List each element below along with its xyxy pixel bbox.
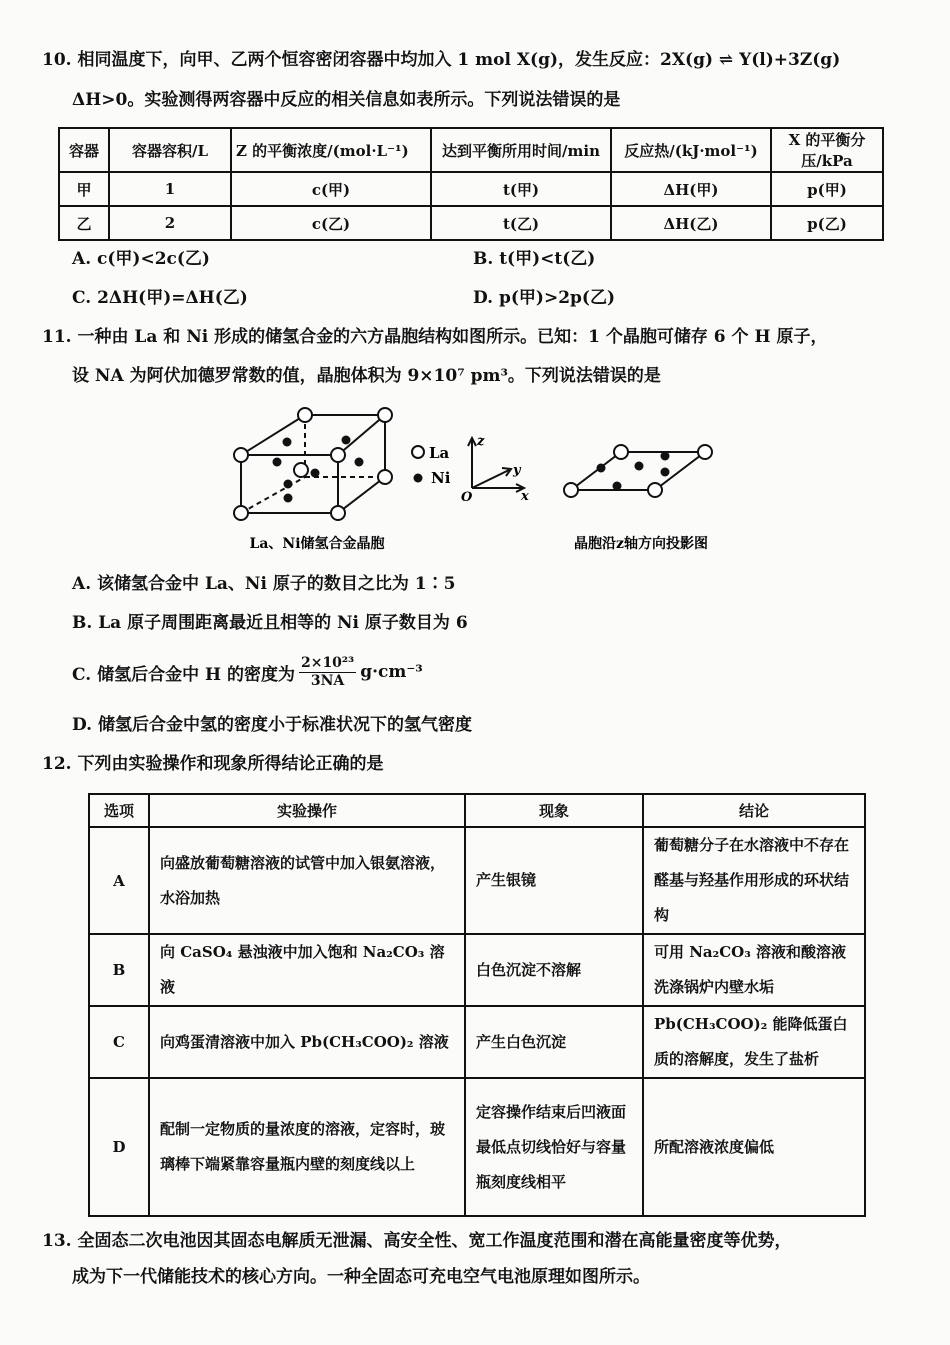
la-legend-marker	[412, 446, 424, 458]
q11-line1: 11. 一种由 La 和 Ni 形成的储氢合金的六方晶胞结构如图所示。已知：1 个晶胞可储存 6 个 H 原子，	[42, 327, 828, 347]
q12-opt: D	[89, 1078, 149, 1216]
q11-option-c-unit: g·cm⁻³	[360, 662, 423, 682]
q12-ph: 白色沉淀不溶解	[465, 934, 643, 1006]
table-row	[59, 206, 883, 240]
q10-th: 容器	[59, 128, 109, 172]
q10-table-header	[59, 128, 883, 172]
q12-stem: 12. 下列由实验操作和现象所得结论正确的是	[42, 754, 384, 774]
q12-con: 所配溶液浓度偏低	[643, 1078, 865, 1216]
q10-cell: 乙	[59, 206, 109, 240]
q10-th: 反应热/(kJ·mol⁻¹)	[611, 128, 771, 172]
q10-th: 达到平衡所用时间/min	[431, 128, 611, 172]
q10-cell: p(乙)	[771, 206, 883, 240]
q10-cell: t(乙)	[431, 206, 611, 240]
q12-th: 现象	[465, 794, 643, 827]
q12-op: 配制一定物质的量浓度的溶液，定容时，玻璃棒下端紧靠容量瓶内壁的刻度线以上	[149, 1078, 465, 1216]
q10-line1: 10. 相同温度下，向甲、乙两个恒容密闭容器中均加入 1 mol X(g)，发生反应：2X(g) ⇌ Y(l)+3Z(g)	[42, 50, 841, 70]
q10-line2: ΔH>0。实验测得两容器中反应的相关信息如表所示。下列说法错误的是	[72, 90, 621, 110]
q10-th: 容器容积/L	[109, 128, 231, 172]
q10-cell: p(甲)	[771, 172, 883, 206]
q11-figure	[225, 400, 735, 565]
q10-cell: 2	[109, 206, 231, 240]
table-row	[89, 934, 865, 1006]
caption-unit-cell: La、Ni储氢合金晶胞	[249, 536, 385, 552]
q10-cell: c(乙)	[231, 206, 431, 240]
q10-cell: c(甲)	[231, 172, 431, 206]
q10-th: Z 的平衡浓度/(mol·L⁻¹)	[231, 128, 431, 172]
q12-op: 向盛放葡萄糖溶液的试管中加入银氨溶液，水浴加热	[149, 827, 465, 934]
q13-line2: 成为下一代储能技术的核心方向。一种全固态可充电空气电池原理如图所示。	[72, 1267, 650, 1287]
q11-option-c-text: C. 储氢后合金中 H 的密度为	[72, 664, 295, 685]
q10-table	[58, 127, 884, 241]
ni-legend-label: Ni	[431, 469, 451, 487]
q12-th: 实验操作	[149, 794, 465, 827]
density-fraction	[299, 655, 356, 690]
caption-projection: 晶胞沿z轴方向投影图	[574, 536, 708, 552]
q11-option-a: A. 该储氢合金中 La、Ni 原子的数目之比为 1∶5	[72, 574, 456, 594]
q12-table	[88, 793, 866, 1217]
q10-cell: 甲	[59, 172, 109, 206]
q12-th: 选项	[89, 794, 149, 827]
axis-x-label: x	[521, 489, 529, 504]
q10-cell: t(甲)	[431, 172, 611, 206]
q12-opt: B	[89, 934, 149, 1006]
axis-z-label: z	[477, 434, 485, 449]
q11-option-d: D. 储氢后合金中氢的密度小于标准状况下的氢气密度	[72, 715, 472, 735]
q11-option-c	[72, 650, 423, 694]
q12-ph: 定容操作结束后凹液面最低点切线恰好与容量瓶刻度线相平	[465, 1078, 643, 1216]
q11-line2: 设 NA 为阿伏加德罗常数的值，晶胞体积为 9×10⁷ pm³。下列说法错误的是	[72, 366, 661, 386]
q11-option-b: B. La 原子周围距离最近且相等的 Ni 原子数目为 6	[72, 613, 468, 633]
axis-y-label: y	[513, 463, 521, 478]
q10-option-a: A. c(甲)<2c(乙)	[72, 249, 210, 269]
q10-option-d: D. p(甲)>2p(乙)	[473, 288, 615, 308]
table-row	[89, 1078, 865, 1216]
q12-opt: C	[89, 1006, 149, 1078]
q12-con: 可用 Na₂CO₃ 溶液和酸溶液洗涤锅炉内壁水垢	[643, 934, 865, 1006]
q10-cell: 1	[109, 172, 231, 206]
projection-drawing	[571, 452, 705, 490]
fraction-numerator: 2×10²³	[300, 654, 355, 671]
q12-con: 葡萄糖分子在水溶液中不存在醛基与羟基作用形成的环状结构	[643, 827, 865, 934]
unit-cell-drawing	[241, 415, 385, 513]
q12-opt: A	[89, 827, 149, 934]
axis-o-label: O	[461, 490, 473, 505]
q12-op: 向鸡蛋清溶液中加入 Pb(CH₃COO)₂ 溶液	[149, 1006, 465, 1078]
q12-ph: 产生银镜	[465, 827, 643, 934]
q12-ph: 产生白色沉淀	[465, 1006, 643, 1078]
table-row	[89, 827, 865, 934]
q12-op: 向 CaSO₄ 悬浊液中加入饱和 Na₂CO₃ 溶液	[149, 934, 465, 1006]
ni-legend-marker	[414, 474, 423, 483]
q12-table-header	[89, 794, 865, 827]
table-row	[89, 1006, 865, 1078]
fraction-denominator: 3NA	[310, 672, 345, 689]
la-legend-label: La	[429, 444, 450, 462]
q10-cell: ΔH(甲)	[611, 172, 771, 206]
q10-option-b: B. t(甲)<t(乙)	[473, 249, 596, 269]
q13-line1: 13. 全固态二次电池因其固态电解质无泄漏、高安全性、宽工作温度范围和潜在高能量密度等优势，	[42, 1231, 792, 1251]
q10-option-c: C. 2ΔH(甲)=ΔH(乙)	[72, 288, 248, 308]
q10-cell: ΔH(乙)	[611, 206, 771, 240]
q12-th: 结论	[643, 794, 865, 827]
q12-con: Pb(CH₃COO)₂ 能降低蛋白质的溶解度，发生了盐析	[643, 1006, 865, 1078]
q10-th: X 的平衡分压/kPa	[771, 128, 883, 172]
table-row	[59, 172, 883, 206]
